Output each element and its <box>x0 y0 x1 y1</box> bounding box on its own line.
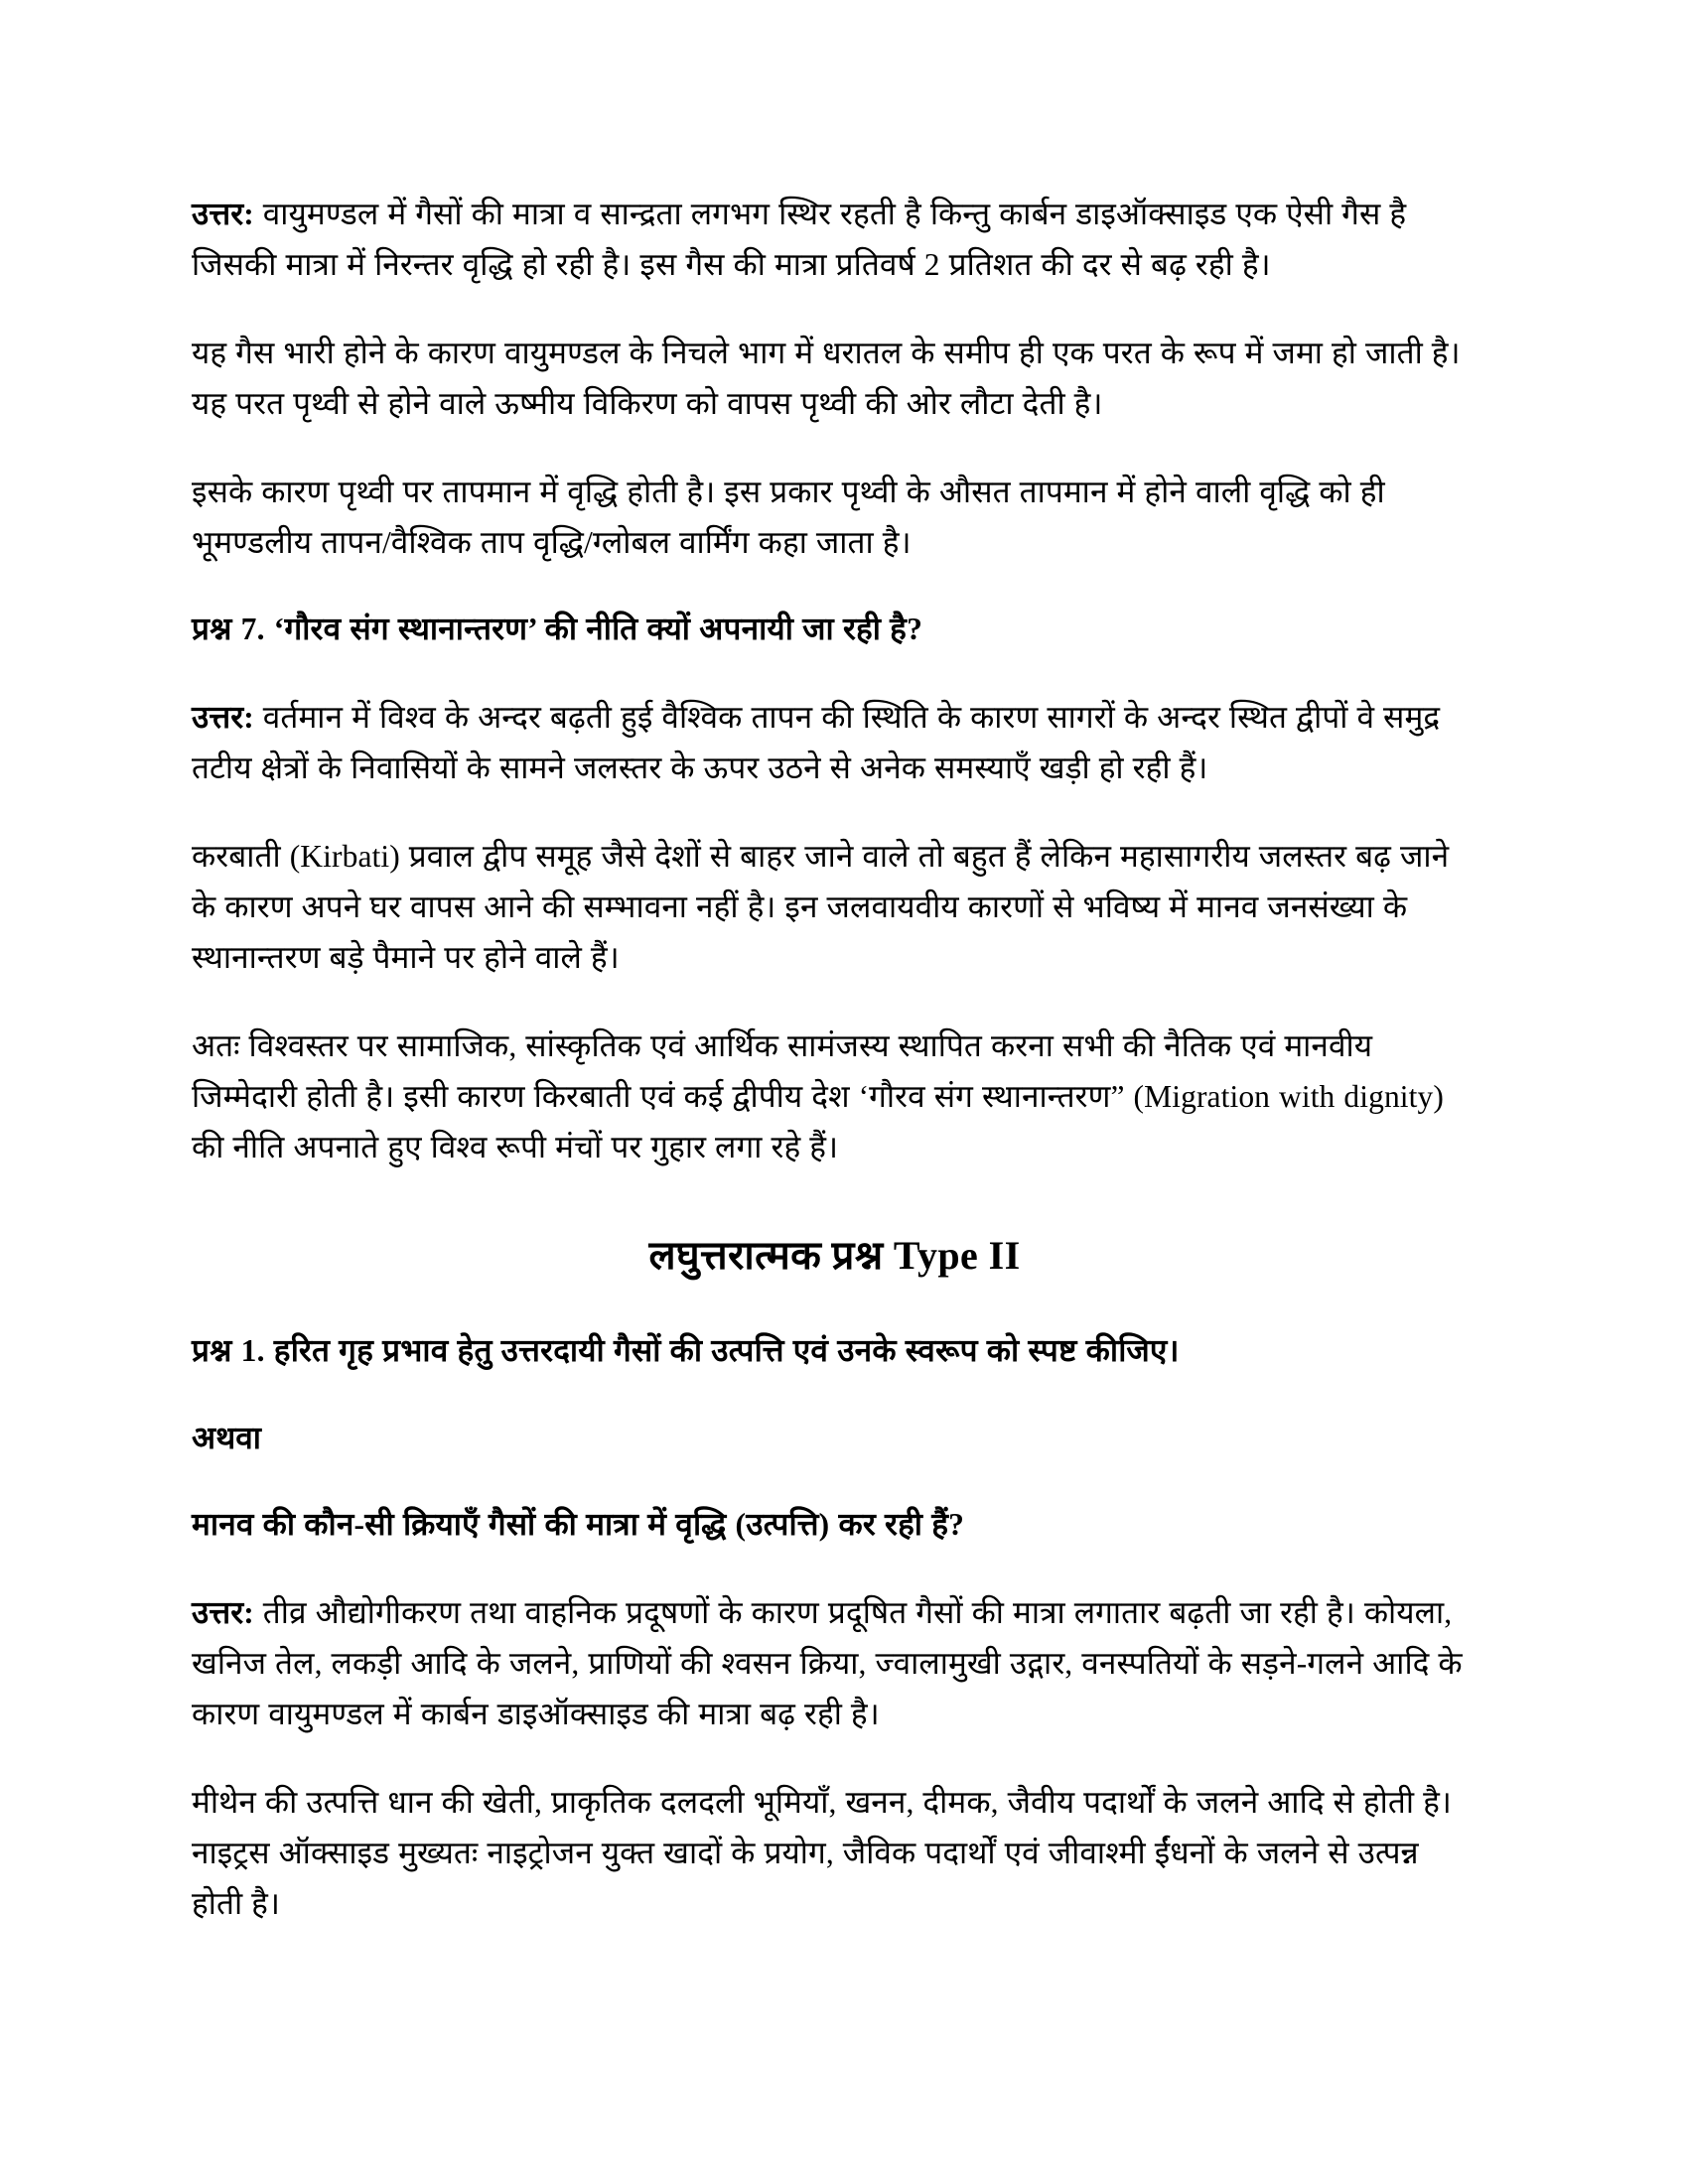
answer-6-paragraph-3: इसके कारण पृथ्वी पर तापमान में वृद्धि होती है। इस प्रकार पृथ्वी के औसत तापमान में होने वाली वृद्धि को ही भूमण्डलीय तापन/वैश्विक ताप वृद्धि/ग्लोबल वार्मिंग कहा जाता है। <box>192 475 1385 561</box>
section-title: लघुत्तरात्मक प्रश्न Type II <box>648 1233 1021 1279</box>
answer-1-paragraph-2: मीथेन की उत्पत्ति धान की खेती, प्राकृतिक दलदली भूमियाँ, खनन, दीमक, जैवीय पदार्थों के जलने आदि से होती है। नाइट्रस ऑक्साइड मुख्यतः नाइट्रोजन युक्त खादों के प्रयोग, जैविक पदार्थों एवं जीवाश्मी ईंधनों के जलने से उत्पन्न होती है। <box>192 1785 1452 1922</box>
answer-label: उत्तर: <box>192 699 254 735</box>
answer-1-paragraph-1 <box>192 1587 1477 1739</box>
answer-6-paragraph-1 <box>192 189 1477 290</box>
answer-label: उत्तर: <box>192 197 254 231</box>
question-7-heading: प्रश्न 7. ‘गौरव संग स्थानान्तरण’ की नीति क्यों अपनायी जा रही है? <box>192 612 923 647</box>
answer-7-text-1: वर्तमान में विश्व के अन्दर बढ़ती हुई वैश्विक तापन की स्थिति के कारण सागरों के अन्दर स्थित द्वीपों वे समुद्र तटीय क्षेत्रों के निवासियों के सामने जलस्तर के ऊपर उठने से अनेक समस्याएँ खड़ी हो रही हैं। <box>192 699 1441 785</box>
question-1-alternative-heading: मानव की कौन-सी क्रियाएँ गैसों की मात्रा में वृद्धि (उत्पत्ति) कर रही हैं? <box>192 1507 965 1543</box>
answer-7-paragraph-3: अतः विश्वस्तर पर सामाजिक, सांस्कृतिक एवं आर्थिक सामंजस्य स्थापित करना सभी की नैतिक एवं मानवीय जिम्मेदारी होती है। इसी कारण किरबाती एवं कई द्वीपीय देश ‘गौरव संग स्थानान्तरण” (Migration with dignity) की नीति अपनाते हुए विश्व रूपी मंचों पर गुहार लगा रहे हैं। <box>192 1027 1444 1165</box>
answer-label: उत्तर: <box>192 1595 254 1631</box>
alternative-label: अथवा <box>192 1420 261 1455</box>
answer-7-paragraph-1 <box>192 692 1477 793</box>
answer-6-text-1: वायुमण्डल में गैसों की मात्रा व सान्द्रता लगभग स्थिर रहती है किन्तु कार्बन डाइऑक्साइड एक ऐसी गैस है जिसकी मात्रा में निरन्तर वृद्धि हो रही है। इस गैस की मात्रा प्रतिवर्ष 2 प्रतिशत की दर से बढ़ रही है। <box>192 197 1407 283</box>
answer-7-paragraph-2: करबाती (Kirbati) प्रवाल द्वीप समूह जैसे देशों से बाहर जाने वाले तो बहुत हैं लेकिन महासागरीय जलस्तर बढ़ जाने के कारण अपने घर वापस आने की सम्भावना नहीं है। इन जलवायवीय कारणों से भविष्य में मानव जनसंख्या के स्थानान्तरण बड़े पैमाने पर होने वाले हैं। <box>192 838 1450 975</box>
question-1-heading: प्रश्न 1. हरित गृह प्रभाव हेतु उत्तरदायी गैसों की उत्पत्ति एवं उनके स्वरूप को स्पष्ट कीजिए। <box>192 1333 1180 1369</box>
answer-6-paragraph-2: यह गैस भारी होने के कारण वायुमण्डल के निचले भाग में धरातल के समीप ही एक परत के रूप में जमा हो जाती है। यह परत पृथ्वी से होने वाले ऊष्मीय विकिरण को वापस पृथ्वी की ओर लौटा देती है। <box>192 336 1461 422</box>
answer-1-text-1: तीव्र औद्योगीकरण तथा वाहनिक प्रदूषणों के कारण प्रदूषित गैसों की मात्रा लगातार बढ़ती जा रही है। कोयला, खनिज तेल, लकड़ी आदि के जलने, प्राणियों की श्वसन क्रिया, ज्वालामुखी उद्गार, वनस्पतियों के सड़ने-गलने आदि के कारण वायुमण्डल में कार्बन डाइऑक्साइड की मात्रा बढ़ रही है। <box>192 1595 1463 1732</box>
page-content <box>192 189 1477 1929</box>
